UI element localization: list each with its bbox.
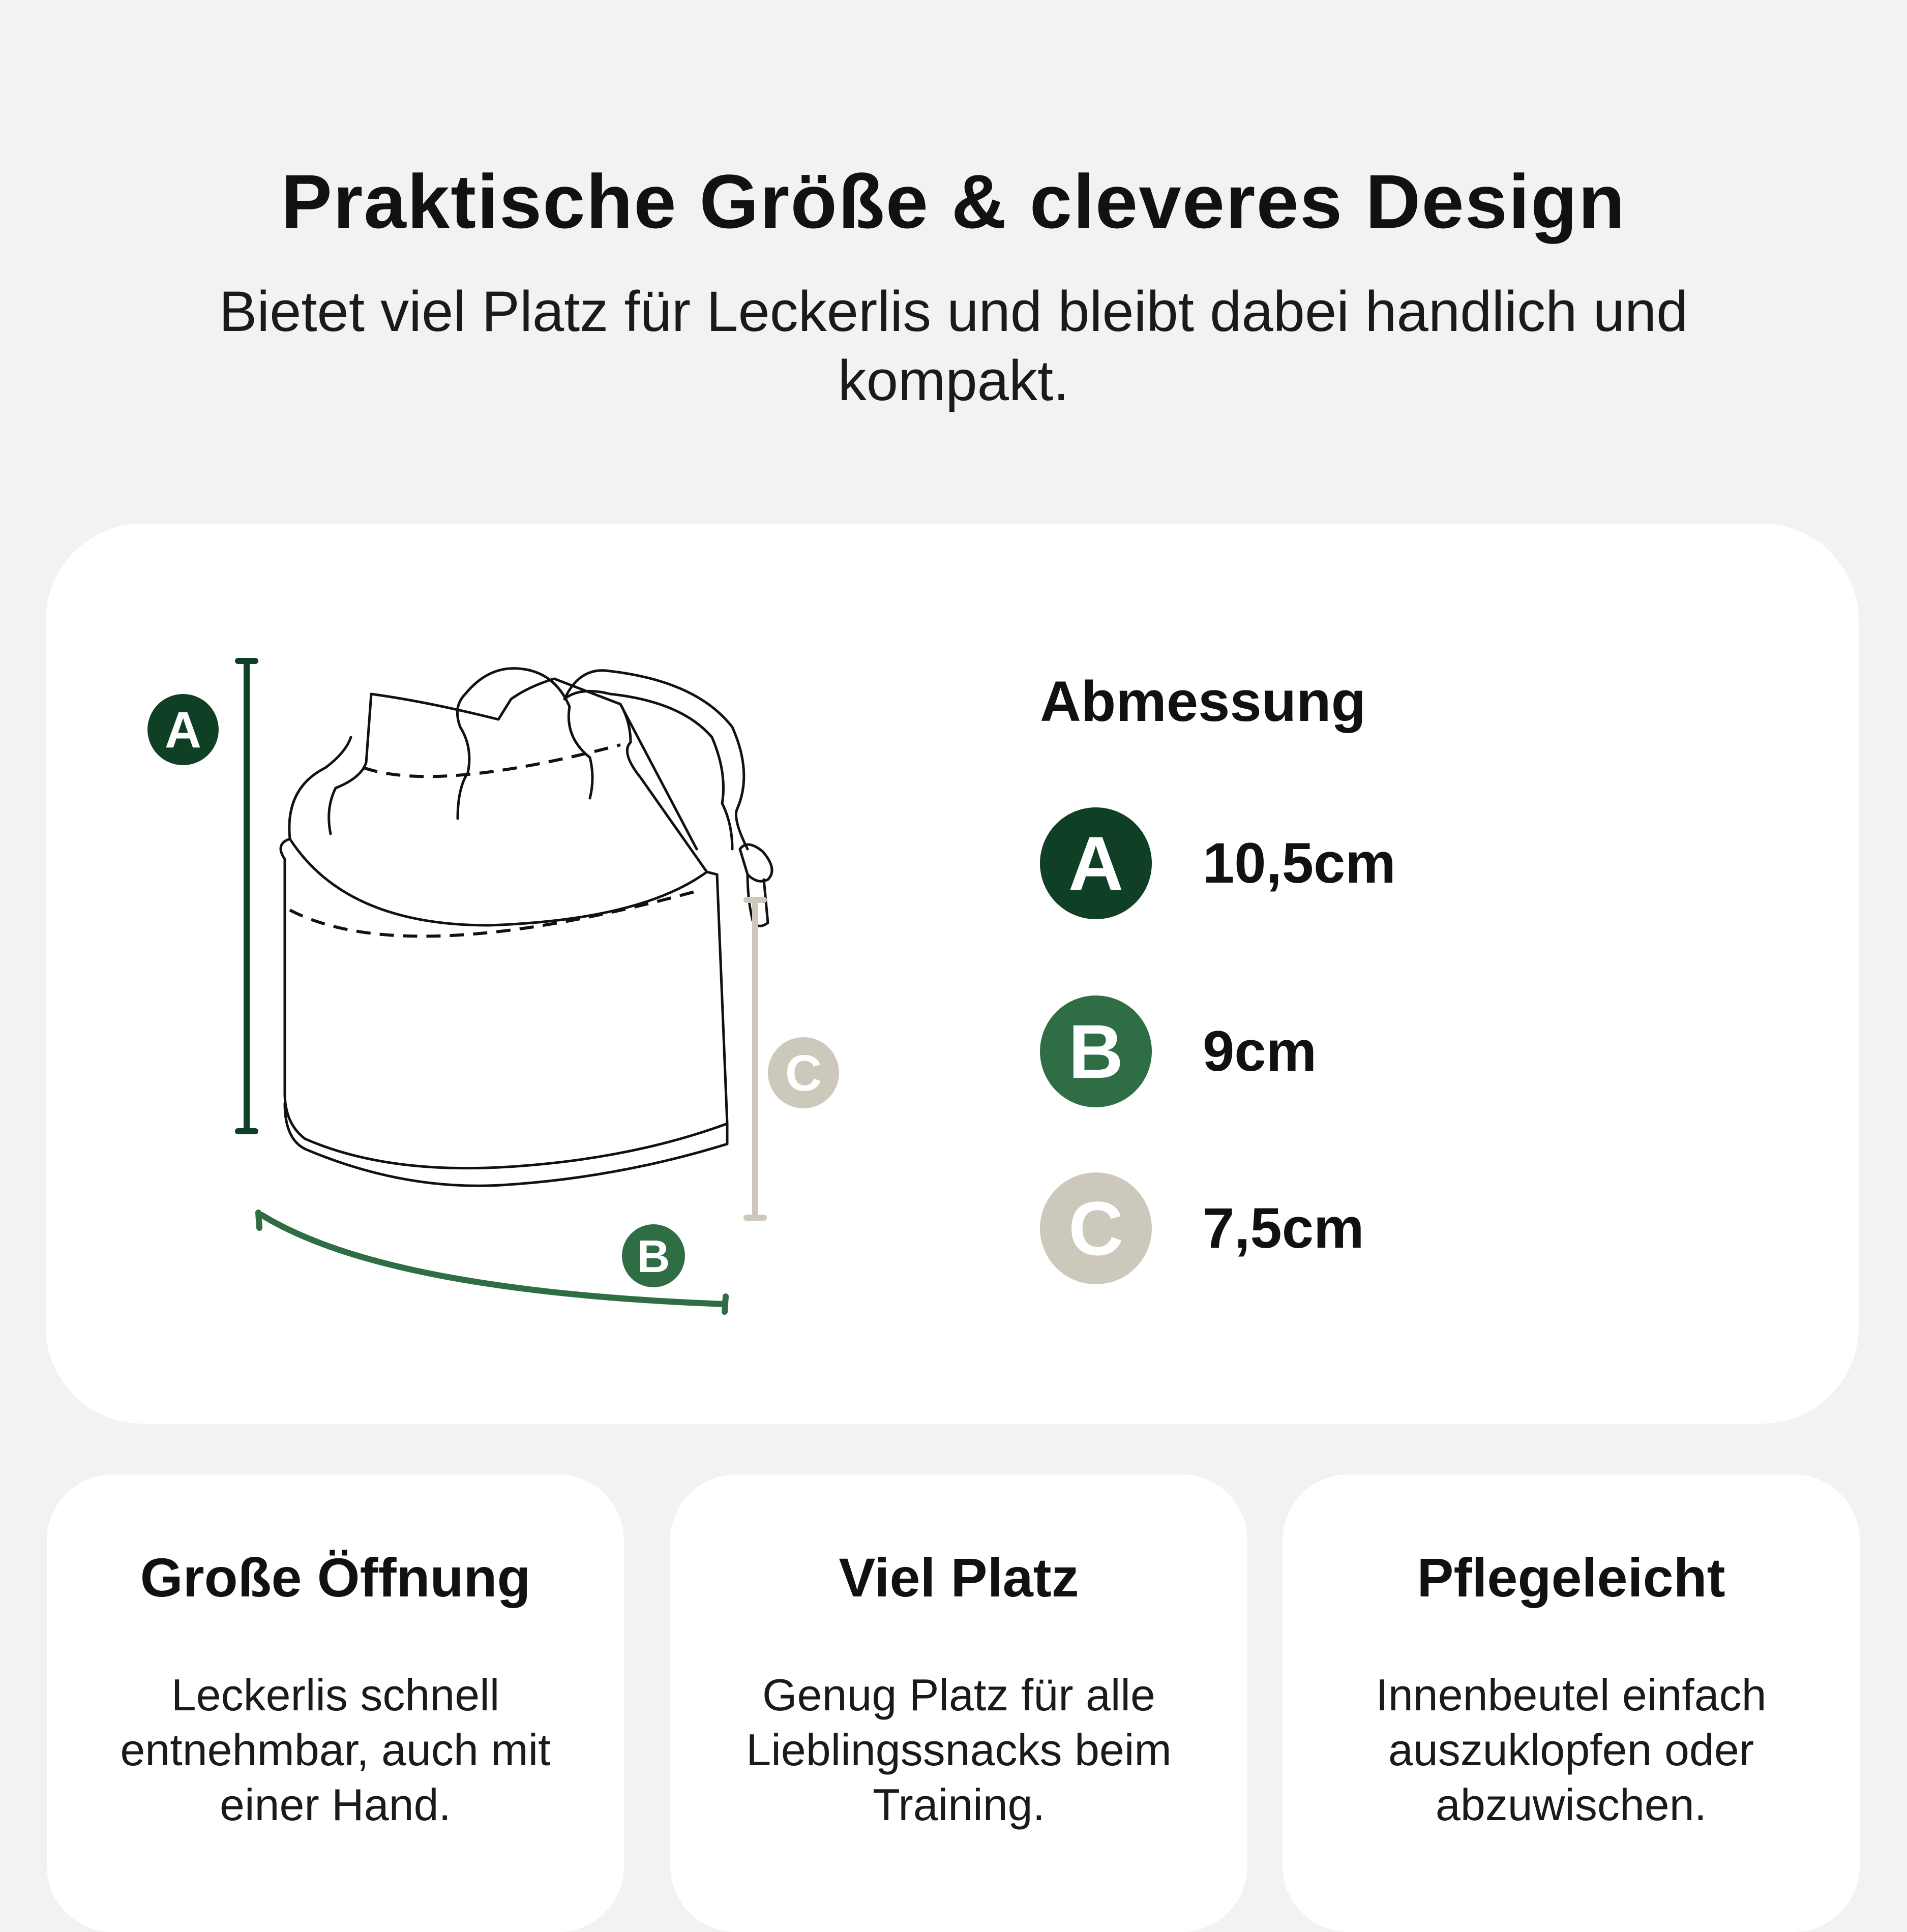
page-subtitle: Bietet viel Platz für Leckerlis und bleibt dabei handlich und kompakt. [219,280,1688,412]
page-title: Praktische Größe & cleveres Design [281,159,1626,244]
dimension-line-a [238,661,255,1131]
feature-text: Leckerlis schnell entnehmbar, auch mit einer Hand. [120,1670,551,1830]
dimension-row-b [1040,995,1650,1107]
dimension-value-c: 7,5cm [1203,1196,1364,1260]
feature-title: Pflegeleicht [1417,1547,1725,1608]
dimension-line-c [747,900,764,1218]
dimension-c-marker-letter: C [785,1045,822,1102]
feature-text: Genug Platz für alle Lieblingssnacks beim Training. [746,1670,1172,1830]
dimension-row-a [1040,807,1650,919]
feature-card-opening [47,1474,624,1932]
feature-text: Innenbeutel einfach auszuklopfen oder abzuwischen. [1376,1670,1767,1830]
dimension-badge-a: A [1040,807,1152,919]
feature-card-care [1283,1474,1860,1932]
feature-title: Viel Platz [839,1547,1079,1608]
dimension-value-b: 9cm [1203,1019,1317,1083]
dimension-row-c [1040,1172,1650,1284]
bag-dimension-diagram [122,636,885,1347]
dimension-a-marker-letter: A [164,702,202,759]
dimension-badge-c: C [1040,1172,1152,1284]
dimension-b-marker-letter: B [637,1231,670,1282]
dimension-value-a: 10,5cm [1203,831,1396,895]
dimensions-title: Abmessung [1040,670,1366,733]
feature-card-space [670,1474,1247,1932]
dimension-badge-b: B [1040,995,1152,1107]
feature-title: Große Öffnung [140,1547,531,1608]
